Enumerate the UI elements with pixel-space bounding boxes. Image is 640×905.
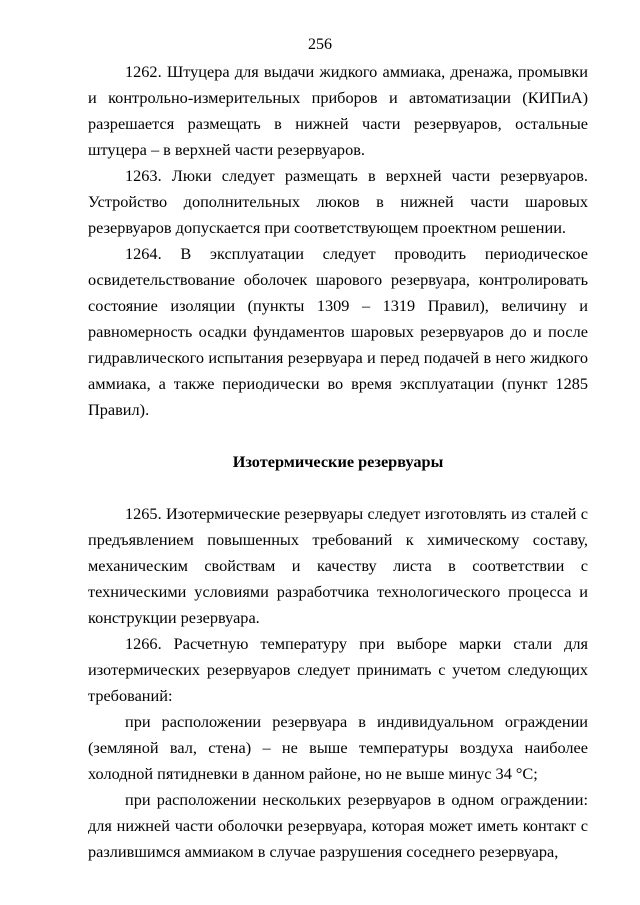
paragraph-1266: 1266. Расчетную температуру при выборе марки стали для изотермических резервуаров следует принимать с учетом следующих требований:	[88, 634, 588, 705]
paragraph-1262: 1262. Штуцера для выдачи жидкого аммиака, дренажа, промывки и контрольно-измерительных приборов и автоматизации (КИПиА) разрешается размещать в нижней части резервуаров, остальные штуцера – в верхней части резервуаров.	[88, 62, 588, 159]
page-number: 256	[308, 36, 332, 53]
paragraph-1265: 1265. Изотермические резервуары следует изготовлять из сталей с предъявлением повышенных требований к химическому составу, механическим свойствам и качеству листа в соответствии с техническими условиями разработчика технологического процесса и конструкции резервуара.	[88, 504, 588, 627]
section-heading: Изотермические резервуары	[232, 452, 444, 471]
paragraph-1264: 1264. В эксплуатации следует проводить периодическое освидетельствование оболочек шарового резервуара, контролировать состояние изоляции (пункты 1309 – 1319 Правил), величину и равномерность осадки фундаментов шаровых резервуаров до и после гидравлического испытания резервуара и перед подачей в него жидкого аммиака, а также периодически во время эксплуатации (пункт 1285 Правил).	[88, 244, 588, 419]
paragraph-1263: 1263. Люки следует размещать в верхней части резервуаров. Устройство дополнительных люков в нижней части шаровых резервуаров допускается при соответствующем проектном решении.	[88, 166, 588, 237]
document-body	[88, 59, 588, 865]
paragraph-1266-item-2: при расположении нескольких резервуаров в одном ограждении: для нижней части оболочки резервуара, которая может иметь контакт с разлившимся аммиаком в случае разрушения соседнего резервуара,	[88, 790, 588, 861]
paragraph-1266-item-1: при расположении резервуара в индивидуальном ограждении (земляной вал, стена) – не выше температуры воздуха наиболее холодной пятидневки в данном районе, но не выше минус 34 °С;	[88, 712, 588, 783]
